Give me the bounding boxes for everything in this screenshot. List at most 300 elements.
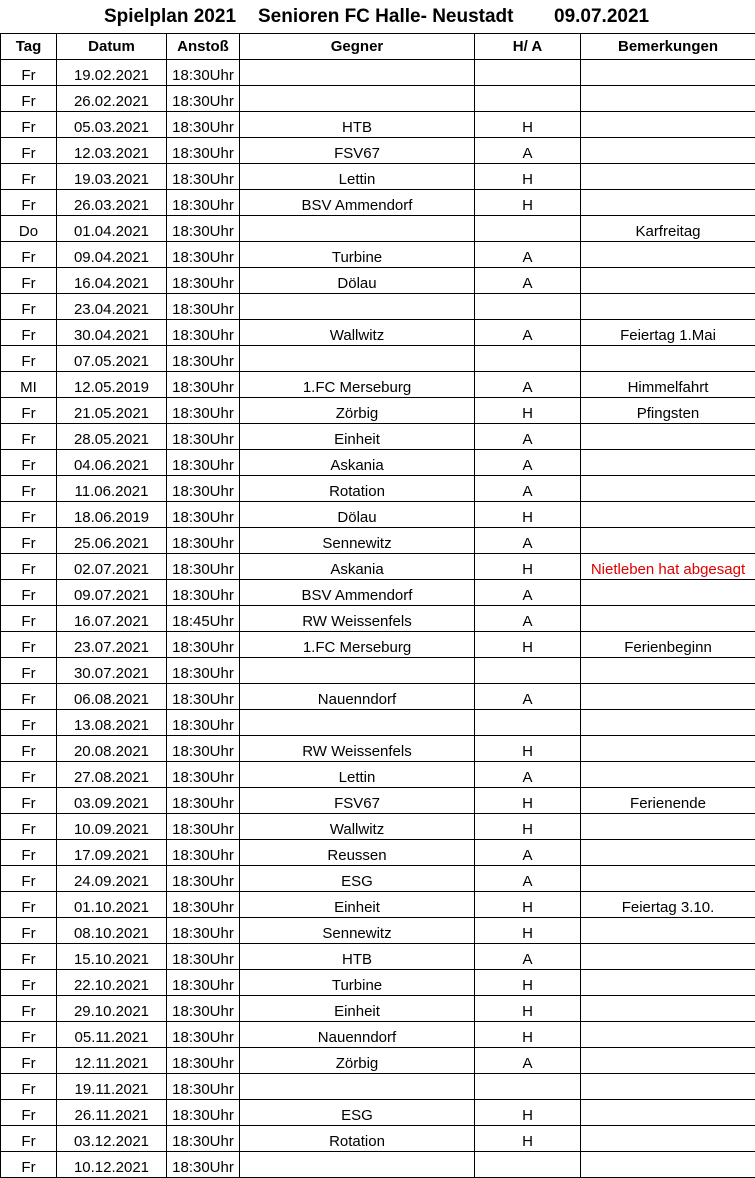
cell-anstoss[interactable]: 18:30Uhr bbox=[167, 814, 240, 840]
table-row bbox=[1, 424, 755, 450]
cell-tag[interactable]: Fr bbox=[1, 398, 57, 424]
table-row bbox=[1, 476, 755, 502]
cell-anstoss[interactable]: 18:30Uhr bbox=[167, 762, 240, 788]
cell-tag[interactable]: Fr bbox=[1, 1048, 57, 1074]
cell-datum[interactable]: 05.03.2021 bbox=[57, 112, 167, 138]
cell-datum[interactable]: 17.09.2021 bbox=[57, 840, 167, 866]
table-row bbox=[1, 294, 755, 320]
cell-datum[interactable]: 30.04.2021 bbox=[57, 320, 167, 346]
cell-tag[interactable]: Fr bbox=[1, 294, 57, 320]
cell-heim-auswaerts[interactable]: H bbox=[475, 892, 581, 918]
cell-heim-auswaerts[interactable] bbox=[475, 86, 581, 112]
cell-anstoss[interactable]: 18:30Uhr bbox=[167, 1074, 240, 1100]
cell-anstoss[interactable]: 18:30Uhr bbox=[167, 242, 240, 268]
cell-gegner[interactable]: FSV67 bbox=[240, 788, 475, 814]
cell-datum[interactable]: 03.09.2021 bbox=[57, 788, 167, 814]
cell-heim-auswaerts[interactable]: A bbox=[475, 684, 581, 710]
cell-bemerkung[interactable] bbox=[581, 528, 755, 554]
cell-bemerkung[interactable] bbox=[581, 164, 755, 190]
cell-bemerkung[interactable]: Pfingsten bbox=[581, 398, 755, 424]
cell-datum[interactable]: 25.06.2021 bbox=[57, 528, 167, 554]
cell-tag[interactable]: Fr bbox=[1, 970, 57, 996]
cell-datum[interactable]: 26.11.2021 bbox=[57, 1100, 167, 1126]
header-tag[interactable]: Tag bbox=[1, 34, 57, 60]
cell-anstoss[interactable]: 18:30Uhr bbox=[167, 788, 240, 814]
cell-tag[interactable]: Fr bbox=[1, 164, 57, 190]
cell-datum[interactable]: 06.08.2021 bbox=[57, 684, 167, 710]
table-row bbox=[1, 736, 755, 762]
cell-gegner[interactable]: Sennewitz bbox=[240, 918, 475, 944]
cell-bemerkung[interactable] bbox=[581, 944, 755, 970]
cell-anstoss[interactable]: 18:30Uhr bbox=[167, 424, 240, 450]
cell-heim-auswaerts[interactable]: A bbox=[475, 450, 581, 476]
cell-anstoss[interactable]: 18:30Uhr bbox=[167, 268, 240, 294]
cell-heim-auswaerts[interactable]: H bbox=[475, 1022, 581, 1048]
cell-tag[interactable]: Fr bbox=[1, 1152, 57, 1178]
schedule-table bbox=[0, 33, 755, 1178]
cell-tag[interactable]: Fr bbox=[1, 580, 57, 606]
table-row bbox=[1, 346, 755, 372]
cell-tag[interactable]: Fr bbox=[1, 1074, 57, 1100]
cell-anstoss[interactable]: 18:30Uhr bbox=[167, 944, 240, 970]
cell-tag[interactable]: Fr bbox=[1, 1100, 57, 1126]
cell-tag[interactable]: Fr bbox=[1, 268, 57, 294]
cell-datum[interactable]: 01.10.2021 bbox=[57, 892, 167, 918]
cell-gegner[interactable]: Lettin bbox=[240, 762, 475, 788]
cell-bemerkung[interactable] bbox=[581, 450, 755, 476]
table-row bbox=[1, 242, 755, 268]
cell-bemerkung[interactable] bbox=[581, 190, 755, 216]
cell-gegner[interactable] bbox=[240, 1074, 475, 1100]
cell-datum[interactable]: 22.10.2021 bbox=[57, 970, 167, 996]
cell-bemerkung[interactable] bbox=[581, 1074, 755, 1100]
table-row bbox=[1, 554, 755, 580]
cell-heim-auswaerts[interactable]: A bbox=[475, 840, 581, 866]
cell-datum[interactable]: 19.03.2021 bbox=[57, 164, 167, 190]
table-row bbox=[1, 60, 755, 86]
cell-anstoss[interactable]: 18:30Uhr bbox=[167, 970, 240, 996]
title-season: Spielplan 2021 bbox=[104, 6, 236, 28]
cell-tag[interactable]: Fr bbox=[1, 814, 57, 840]
cell-gegner[interactable]: Wallwitz bbox=[240, 814, 475, 840]
table-row bbox=[1, 840, 755, 866]
cell-datum[interactable]: 30.07.2021 bbox=[57, 658, 167, 684]
cell-heim-auswaerts[interactable] bbox=[475, 294, 581, 320]
cell-gegner[interactable]: RW Weissenfels bbox=[240, 606, 475, 632]
cell-heim-auswaerts[interactable]: A bbox=[475, 1048, 581, 1074]
cell-anstoss[interactable]: 18:30Uhr bbox=[167, 736, 240, 762]
cell-gegner[interactable]: Einheit bbox=[240, 996, 475, 1022]
cell-gegner[interactable]: RW Weissenfels bbox=[240, 736, 475, 762]
cell-anstoss[interactable]: 18:30Uhr bbox=[167, 1100, 240, 1126]
cell-bemerkung[interactable]: Ferienbeginn bbox=[581, 632, 755, 658]
cell-bemerkung[interactable]: Himmelfahrt bbox=[581, 372, 755, 398]
header-anstoss[interactable]: Anstoß bbox=[167, 34, 240, 60]
cell-anstoss[interactable]: 18:30Uhr bbox=[167, 476, 240, 502]
cell-bemerkung[interactable] bbox=[581, 1048, 755, 1074]
cell-datum[interactable]: 09.04.2021 bbox=[57, 242, 167, 268]
cell-gegner[interactable] bbox=[240, 86, 475, 112]
header-datum[interactable]: Datum bbox=[57, 34, 167, 60]
cell-heim-auswaerts[interactable]: H bbox=[475, 632, 581, 658]
cell-anstoss[interactable]: 18:30Uhr bbox=[167, 1022, 240, 1048]
cell-bemerkung[interactable] bbox=[581, 970, 755, 996]
cell-tag[interactable]: Fr bbox=[1, 918, 57, 944]
cell-heim-auswaerts[interactable]: A bbox=[475, 424, 581, 450]
cell-datum[interactable]: 10.09.2021 bbox=[57, 814, 167, 840]
cell-datum[interactable]: 05.11.2021 bbox=[57, 1022, 167, 1048]
cell-tag[interactable]: MI bbox=[1, 372, 57, 398]
cell-tag[interactable]: Fr bbox=[1, 424, 57, 450]
cell-heim-auswaerts[interactable]: H bbox=[475, 814, 581, 840]
cell-anstoss[interactable]: 18:30Uhr bbox=[167, 840, 240, 866]
cell-anstoss[interactable]: 18:30Uhr bbox=[167, 554, 240, 580]
cell-gegner[interactable] bbox=[240, 294, 475, 320]
cell-gegner[interactable]: 1.FC Merseburg bbox=[240, 632, 475, 658]
cell-datum[interactable]: 19.02.2021 bbox=[57, 60, 167, 86]
cell-tag[interactable]: Fr bbox=[1, 762, 57, 788]
cell-gegner[interactable]: Nauenndorf bbox=[240, 1022, 475, 1048]
table-row bbox=[1, 996, 755, 1022]
cell-gegner[interactable]: Rotation bbox=[240, 1126, 475, 1152]
cell-datum[interactable]: 09.07.2021 bbox=[57, 580, 167, 606]
cell-anstoss[interactable]: 18:30Uhr bbox=[167, 866, 240, 892]
title-date: 09.07.2021 bbox=[554, 6, 649, 28]
cell-tag[interactable]: Fr bbox=[1, 658, 57, 684]
cell-bemerkung[interactable] bbox=[581, 346, 755, 372]
cell-heim-auswaerts[interactable]: H bbox=[475, 554, 581, 580]
cell-bemerkung[interactable] bbox=[581, 996, 755, 1022]
cell-bemerkung[interactable] bbox=[581, 762, 755, 788]
cell-gegner[interactable] bbox=[240, 346, 475, 372]
cell-anstoss[interactable]: 18:30Uhr bbox=[167, 346, 240, 372]
cell-datum[interactable]: 12.05.2019 bbox=[57, 372, 167, 398]
cell-anstoss[interactable]: 18:30Uhr bbox=[167, 996, 240, 1022]
cell-heim-auswaerts[interactable]: A bbox=[475, 242, 581, 268]
cell-anstoss[interactable]: 18:30Uhr bbox=[167, 450, 240, 476]
cell-gegner[interactable]: Zörbig bbox=[240, 398, 475, 424]
cell-heim-auswaerts[interactable]: H bbox=[475, 190, 581, 216]
cell-tag[interactable]: Fr bbox=[1, 788, 57, 814]
cell-bemerkung[interactable] bbox=[581, 1022, 755, 1048]
cell-anstoss[interactable]: 18:30Uhr bbox=[167, 190, 240, 216]
cell-tag[interactable]: Fr bbox=[1, 346, 57, 372]
cell-heim-auswaerts[interactable]: A bbox=[475, 580, 581, 606]
cell-bemerkung[interactable] bbox=[581, 1152, 755, 1178]
cell-heim-auswaerts[interactable] bbox=[475, 710, 581, 736]
sheet-title bbox=[0, 0, 755, 34]
cell-heim-auswaerts[interactable]: A bbox=[475, 606, 581, 632]
cell-heim-auswaerts[interactable]: H bbox=[475, 164, 581, 190]
cell-gegner[interactable]: Askania bbox=[240, 450, 475, 476]
cell-bemerkung[interactable] bbox=[581, 580, 755, 606]
cell-anstoss[interactable]: 18:30Uhr bbox=[167, 658, 240, 684]
cell-gegner[interactable] bbox=[240, 710, 475, 736]
cell-gegner[interactable]: Dölau bbox=[240, 268, 475, 294]
cell-heim-auswaerts[interactable] bbox=[475, 1074, 581, 1100]
cell-anstoss[interactable]: 18:30Uhr bbox=[167, 320, 240, 346]
cell-heim-auswaerts[interactable]: A bbox=[475, 944, 581, 970]
table-row bbox=[1, 1074, 755, 1100]
cell-gegner[interactable]: Askania bbox=[240, 554, 475, 580]
cell-bemerkung[interactable] bbox=[581, 268, 755, 294]
cell-heim-auswaerts[interactable]: A bbox=[475, 372, 581, 398]
cell-heim-auswaerts[interactable]: H bbox=[475, 398, 581, 424]
cell-tag[interactable]: Fr bbox=[1, 710, 57, 736]
cell-anstoss[interactable]: 18:30Uhr bbox=[167, 892, 240, 918]
cell-gegner[interactable]: Rotation bbox=[240, 476, 475, 502]
cell-heim-auswaerts[interactable]: H bbox=[475, 1100, 581, 1126]
table-row bbox=[1, 970, 755, 996]
cell-datum[interactable]: 16.07.2021 bbox=[57, 606, 167, 632]
cell-heim-auswaerts[interactable] bbox=[475, 1152, 581, 1178]
cell-datum[interactable]: 19.11.2021 bbox=[57, 1074, 167, 1100]
table-row bbox=[1, 1126, 755, 1152]
cell-anstoss[interactable]: 18:30Uhr bbox=[167, 164, 240, 190]
table-row bbox=[1, 892, 755, 918]
cell-tag[interactable]: Fr bbox=[1, 138, 57, 164]
table-row bbox=[1, 112, 755, 138]
cell-anstoss[interactable]: 18:30Uhr bbox=[167, 112, 240, 138]
cell-datum[interactable]: 20.08.2021 bbox=[57, 736, 167, 762]
cell-tag[interactable]: Do bbox=[1, 216, 57, 242]
cell-gegner[interactable]: Sennewitz bbox=[240, 528, 475, 554]
cell-tag[interactable]: Fr bbox=[1, 866, 57, 892]
cell-heim-auswaerts[interactable]: A bbox=[475, 138, 581, 164]
table-row bbox=[1, 398, 755, 424]
cell-datum[interactable]: 12.03.2021 bbox=[57, 138, 167, 164]
cell-heim-auswaerts[interactable] bbox=[475, 216, 581, 242]
cell-bemerkung[interactable] bbox=[581, 814, 755, 840]
cell-gegner[interactable]: Turbine bbox=[240, 242, 475, 268]
cell-heim-auswaerts[interactable] bbox=[475, 60, 581, 86]
cell-datum[interactable]: 12.11.2021 bbox=[57, 1048, 167, 1074]
table-row bbox=[1, 1048, 755, 1074]
cell-datum[interactable]: 21.05.2021 bbox=[57, 398, 167, 424]
cell-datum[interactable]: 24.09.2021 bbox=[57, 866, 167, 892]
cell-heim-auswaerts[interactable]: A bbox=[475, 476, 581, 502]
cell-anstoss[interactable]: 18:30Uhr bbox=[167, 632, 240, 658]
cell-heim-auswaerts[interactable] bbox=[475, 658, 581, 684]
cell-anstoss[interactable]: 18:30Uhr bbox=[167, 138, 240, 164]
cell-bemerkung[interactable]: Feiertag 1.Mai bbox=[581, 320, 755, 346]
cell-anstoss[interactable]: 18:30Uhr bbox=[167, 684, 240, 710]
table-row bbox=[1, 762, 755, 788]
cell-datum[interactable]: 29.10.2021 bbox=[57, 996, 167, 1022]
cell-anstoss[interactable]: 18:30Uhr bbox=[167, 294, 240, 320]
cell-datum[interactable]: 15.10.2021 bbox=[57, 944, 167, 970]
cell-tag[interactable]: Fr bbox=[1, 892, 57, 918]
cell-bemerkung[interactable] bbox=[581, 684, 755, 710]
cell-datum[interactable]: 08.10.2021 bbox=[57, 918, 167, 944]
cell-datum[interactable]: 04.06.2021 bbox=[57, 450, 167, 476]
cell-datum[interactable]: 26.03.2021 bbox=[57, 190, 167, 216]
cell-heim-auswaerts[interactable]: H bbox=[475, 502, 581, 528]
table-row bbox=[1, 502, 755, 528]
header-bemerkungen[interactable]: Bemerkungen bbox=[581, 34, 755, 60]
cell-bemerkung[interactable] bbox=[581, 502, 755, 528]
cell-tag[interactable]: Fr bbox=[1, 1126, 57, 1152]
cell-tag[interactable]: Fr bbox=[1, 736, 57, 762]
cell-datum[interactable]: 01.04.2021 bbox=[57, 216, 167, 242]
cell-tag[interactable]: Fr bbox=[1, 632, 57, 658]
cell-heim-auswaerts[interactable]: A bbox=[475, 762, 581, 788]
cell-bemerkung[interactable] bbox=[581, 1100, 755, 1126]
cell-tag[interactable]: Fr bbox=[1, 60, 57, 86]
cell-gegner[interactable]: Lettin bbox=[240, 164, 475, 190]
cell-datum[interactable]: 27.08.2021 bbox=[57, 762, 167, 788]
cell-gegner[interactable]: Turbine bbox=[240, 970, 475, 996]
table-row bbox=[1, 788, 755, 814]
cell-tag[interactable]: Fr bbox=[1, 840, 57, 866]
cell-datum[interactable]: 16.04.2021 bbox=[57, 268, 167, 294]
cell-tag[interactable]: Fr bbox=[1, 190, 57, 216]
cell-bemerkung[interactable]: Feiertag 3.10. bbox=[581, 892, 755, 918]
cell-bemerkung[interactable] bbox=[581, 476, 755, 502]
cell-bemerkung[interactable] bbox=[581, 866, 755, 892]
cell-bemerkung[interactable] bbox=[581, 112, 755, 138]
table-row bbox=[1, 866, 755, 892]
cell-datum[interactable]: 13.08.2021 bbox=[57, 710, 167, 736]
cell-bemerkung[interactable] bbox=[581, 736, 755, 762]
table-row bbox=[1, 320, 755, 346]
cell-tag[interactable]: Fr bbox=[1, 684, 57, 710]
cell-datum[interactable]: 23.04.2021 bbox=[57, 294, 167, 320]
cell-datum[interactable]: 02.07.2021 bbox=[57, 554, 167, 580]
title-team: Senioren FC Halle- Neustadt bbox=[258, 6, 514, 28]
cell-heim-auswaerts[interactable]: H bbox=[475, 1126, 581, 1152]
cell-gegner[interactable] bbox=[240, 216, 475, 242]
cell-bemerkung[interactable] bbox=[581, 294, 755, 320]
cell-gegner[interactable]: Nauenndorf bbox=[240, 684, 475, 710]
cell-gegner[interactable] bbox=[240, 1152, 475, 1178]
table-row bbox=[1, 138, 755, 164]
cell-anstoss[interactable]: 18:30Uhr bbox=[167, 710, 240, 736]
cell-anstoss[interactable]: 18:30Uhr bbox=[167, 1152, 240, 1178]
cell-anstoss[interactable]: 18:30Uhr bbox=[167, 918, 240, 944]
cell-heim-auswaerts[interactable]: A bbox=[475, 866, 581, 892]
cell-gegner[interactable]: BSV Ammendorf bbox=[240, 580, 475, 606]
cell-heim-auswaerts[interactable]: A bbox=[475, 320, 581, 346]
cell-bemerkung[interactable] bbox=[581, 60, 755, 86]
cell-anstoss[interactable]: 18:30Uhr bbox=[167, 216, 240, 242]
cell-bemerkung[interactable] bbox=[581, 242, 755, 268]
cell-datum[interactable]: 11.06.2021 bbox=[57, 476, 167, 502]
cell-gegner[interactable]: Wallwitz bbox=[240, 320, 475, 346]
cell-gegner[interactable]: 1.FC Merseburg bbox=[240, 372, 475, 398]
cell-heim-auswaerts[interactable]: H bbox=[475, 970, 581, 996]
cell-bemerkung[interactable] bbox=[581, 86, 755, 112]
cell-tag[interactable]: Fr bbox=[1, 554, 57, 580]
table-row bbox=[1, 944, 755, 970]
cell-gegner[interactable]: Reussen bbox=[240, 840, 475, 866]
cell-heim-auswaerts[interactable]: H bbox=[475, 996, 581, 1022]
cell-anstoss[interactable]: 18:30Uhr bbox=[167, 1048, 240, 1074]
cell-heim-auswaerts[interactable]: H bbox=[475, 736, 581, 762]
cell-datum[interactable]: 03.12.2021 bbox=[57, 1126, 167, 1152]
table-row bbox=[1, 632, 755, 658]
cell-tag[interactable]: Fr bbox=[1, 320, 57, 346]
cell-gegner[interactable]: ESG bbox=[240, 1100, 475, 1126]
cell-bemerkung[interactable] bbox=[581, 606, 755, 632]
cell-bemerkung[interactable] bbox=[581, 138, 755, 164]
cell-bemerkung[interactable] bbox=[581, 1126, 755, 1152]
cell-tag[interactable]: Fr bbox=[1, 606, 57, 632]
cell-anstoss[interactable]: 18:30Uhr bbox=[167, 60, 240, 86]
cell-gegner[interactable] bbox=[240, 60, 475, 86]
cell-tag[interactable]: Fr bbox=[1, 1022, 57, 1048]
cell-tag[interactable]: Fr bbox=[1, 112, 57, 138]
cell-gegner[interactable]: BSV Ammendorf bbox=[240, 190, 475, 216]
cell-bemerkung[interactable] bbox=[581, 710, 755, 736]
cell-bemerkung[interactable] bbox=[581, 424, 755, 450]
cell-gegner[interactable]: Einheit bbox=[240, 892, 475, 918]
cell-gegner[interactable] bbox=[240, 658, 475, 684]
table-row bbox=[1, 918, 755, 944]
cell-gegner[interactable]: HTB bbox=[240, 112, 475, 138]
table-row bbox=[1, 580, 755, 606]
header-heim-auswaerts[interactable]: H/ A bbox=[475, 34, 581, 60]
cell-tag[interactable]: Fr bbox=[1, 450, 57, 476]
cell-datum[interactable]: 23.07.2021 bbox=[57, 632, 167, 658]
cell-gegner[interactable]: Dölau bbox=[240, 502, 475, 528]
table-row bbox=[1, 528, 755, 554]
cell-anstoss[interactable]: 18:30Uhr bbox=[167, 372, 240, 398]
cell-anstoss[interactable]: 18:30Uhr bbox=[167, 398, 240, 424]
cell-anstoss[interactable]: 18:45Uhr bbox=[167, 606, 240, 632]
cell-tag[interactable]: Fr bbox=[1, 502, 57, 528]
table-row bbox=[1, 814, 755, 840]
cell-gegner[interactable]: ESG bbox=[240, 866, 475, 892]
cell-anstoss[interactable]: 18:30Uhr bbox=[167, 528, 240, 554]
header-gegner[interactable]: Gegner bbox=[240, 34, 475, 60]
cell-bemerkung[interactable]: Karfreitag bbox=[581, 216, 755, 242]
cell-anstoss[interactable]: 18:30Uhr bbox=[167, 1126, 240, 1152]
cell-bemerkung[interactable] bbox=[581, 658, 755, 684]
cell-heim-auswaerts[interactable]: A bbox=[475, 268, 581, 294]
cell-tag[interactable]: Fr bbox=[1, 996, 57, 1022]
cell-heim-auswaerts[interactable] bbox=[475, 346, 581, 372]
cell-bemerkung[interactable] bbox=[581, 840, 755, 866]
cell-datum[interactable]: 26.02.2021 bbox=[57, 86, 167, 112]
cell-tag[interactable]: Fr bbox=[1, 944, 57, 970]
cell-datum[interactable]: 18.06.2019 bbox=[57, 502, 167, 528]
table-row bbox=[1, 606, 755, 632]
cell-bemerkung[interactable] bbox=[581, 918, 755, 944]
cell-anstoss[interactable]: 18:30Uhr bbox=[167, 580, 240, 606]
cell-anstoss[interactable]: 18:30Uhr bbox=[167, 86, 240, 112]
cell-datum[interactable]: 10.12.2021 bbox=[57, 1152, 167, 1178]
cell-tag[interactable]: Fr bbox=[1, 242, 57, 268]
cell-tag[interactable]: Fr bbox=[1, 86, 57, 112]
cell-bemerkung[interactable]: Ferienende bbox=[581, 788, 755, 814]
cell-heim-auswaerts[interactable]: H bbox=[475, 112, 581, 138]
cell-heim-auswaerts[interactable]: H bbox=[475, 918, 581, 944]
cell-anstoss[interactable]: 18:30Uhr bbox=[167, 502, 240, 528]
cell-gegner[interactable]: FSV67 bbox=[240, 138, 475, 164]
cell-heim-auswaerts[interactable]: H bbox=[475, 788, 581, 814]
cell-datum[interactable]: 28.05.2021 bbox=[57, 424, 167, 450]
cell-heim-auswaerts[interactable]: A bbox=[475, 528, 581, 554]
cell-gegner[interactable]: Zörbig bbox=[240, 1048, 475, 1074]
cell-bemerkung[interactable]: Nietleben hat abgesagt bbox=[581, 554, 755, 580]
cell-tag[interactable]: Fr bbox=[1, 528, 57, 554]
cell-gegner[interactable]: HTB bbox=[240, 944, 475, 970]
cell-tag[interactable]: Fr bbox=[1, 476, 57, 502]
table-row bbox=[1, 216, 755, 242]
cell-datum[interactable]: 07.05.2021 bbox=[57, 346, 167, 372]
cell-gegner[interactable]: Einheit bbox=[240, 424, 475, 450]
